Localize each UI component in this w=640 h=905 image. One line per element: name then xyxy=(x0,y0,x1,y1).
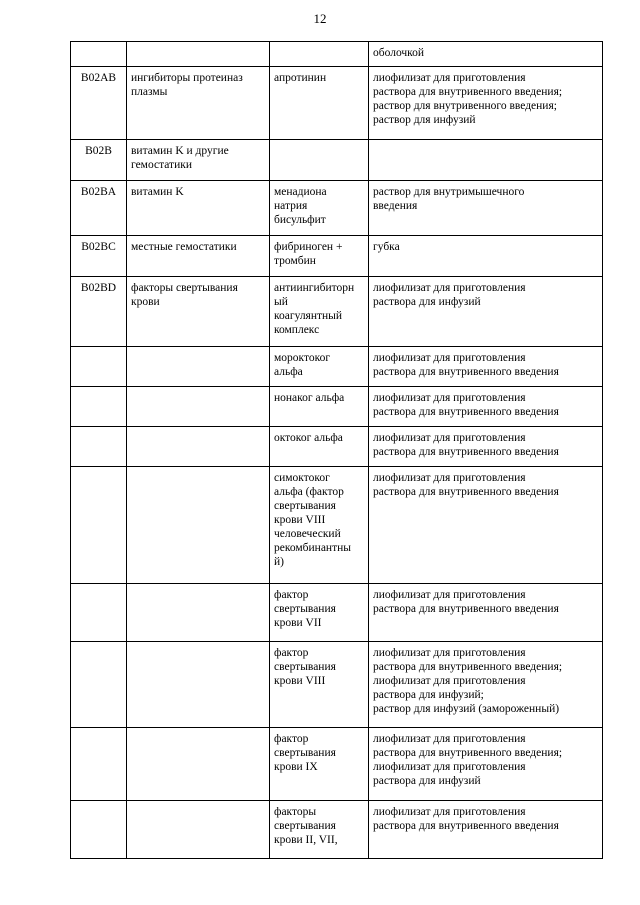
inn-cell: фактор свертывания крови VII xyxy=(270,584,369,642)
dosage-form-cell: лиофилизат для приготовления раствора для внутривенного введения xyxy=(369,467,603,584)
inn-cell xyxy=(270,42,369,67)
atc-code-cell: B02AB xyxy=(71,67,127,140)
group-cell xyxy=(127,584,270,642)
dosage-form-cell: лиофилизат для приготовления раствора для внутривенного введения xyxy=(369,427,603,467)
group-cell: факторы свертывания крови xyxy=(127,277,270,347)
table-row xyxy=(71,801,603,859)
group-cell: местные гемостатики xyxy=(127,236,270,277)
atc-code-cell: B02BA xyxy=(71,181,127,236)
group-cell xyxy=(127,801,270,859)
inn-cell: октоког альфа xyxy=(270,427,369,467)
atc-code-cell xyxy=(71,642,127,728)
atc-code-cell xyxy=(71,728,127,801)
atc-code-cell xyxy=(71,427,127,467)
group-cell xyxy=(127,387,270,427)
group-cell: витамин K и другие гемостатики xyxy=(127,140,270,181)
group-cell xyxy=(127,427,270,467)
group-cell: ингибиторы протеиназ плазмы xyxy=(127,67,270,140)
dosage-form-cell xyxy=(369,140,603,181)
atc-code-cell xyxy=(71,467,127,584)
dosage-form-cell: раствор для внутримышечного введения xyxy=(369,181,603,236)
table-row xyxy=(71,467,603,584)
table-row xyxy=(71,427,603,467)
atc-code-cell xyxy=(71,584,127,642)
table-row xyxy=(71,728,603,801)
group-cell xyxy=(127,42,270,67)
table-row xyxy=(71,584,603,642)
atc-code-cell: B02B xyxy=(71,140,127,181)
dosage-form-cell: лиофилизат для приготовления раствора для внутривенного введения; лиофилизат для приготовления раствора для инфузий xyxy=(369,728,603,801)
inn-cell: мороктоког альфа xyxy=(270,347,369,387)
inn-cell: антиингибиторн ый коагулянтный комплекс xyxy=(270,277,369,347)
atc-code-cell: B02BD xyxy=(71,277,127,347)
dosage-form-cell: оболочкой xyxy=(369,42,603,67)
table-row xyxy=(71,140,603,181)
inn-cell: нонаког альфа xyxy=(270,387,369,427)
inn-cell: фактор свертывания крови VIII xyxy=(270,642,369,728)
dosage-form-cell: лиофилизат для приготовления раствора для внутривенного введения xyxy=(369,347,603,387)
dosage-form-cell: лиофилизат для приготовления раствора для внутривенного введения xyxy=(369,387,603,427)
group-cell: витамин K xyxy=(127,181,270,236)
inn-cell: факторы свертывания крови II, VII, xyxy=(270,801,369,859)
table-row xyxy=(71,387,603,427)
group-cell xyxy=(127,467,270,584)
inn-cell: симоктоког альфа (фактор свертывания крови VIII человеческий рекомбинантны й) xyxy=(270,467,369,584)
atc-code-cell xyxy=(71,801,127,859)
atc-code-cell xyxy=(71,42,127,67)
group-cell xyxy=(127,347,270,387)
table-row xyxy=(71,67,603,140)
group-cell xyxy=(127,728,270,801)
table-row xyxy=(71,277,603,347)
atc-code-cell xyxy=(71,387,127,427)
inn-cell: фибриноген + тромбин xyxy=(270,236,369,277)
dosage-form-cell: лиофилизат для приготовления раствора для инфузий xyxy=(369,277,603,347)
dosage-form-cell: лиофилизат для приготовления раствора для внутривенного введения xyxy=(369,801,603,859)
table-row xyxy=(71,42,603,67)
dosage-form-cell: губка xyxy=(369,236,603,277)
group-cell xyxy=(127,642,270,728)
table-row xyxy=(71,347,603,387)
inn-cell: фактор свертывания крови IX xyxy=(270,728,369,801)
dosage-form-cell: лиофилизат для приготовления раствора для внутривенного введения; лиофилизат для приготовления раствора для инфузий; раствор для инфузий (замороженный) xyxy=(369,642,603,728)
dosage-form-cell: лиофилизат для приготовления раствора для внутривенного введения; раствор для внутривенного введения; раствор для инфузий xyxy=(369,67,603,140)
table-row xyxy=(71,181,603,236)
atc-code-cell xyxy=(71,347,127,387)
dosage-form-cell: лиофилизат для приготовления раствора для внутривенного введения xyxy=(369,584,603,642)
inn-cell: менадиона натрия бисульфит xyxy=(270,181,369,236)
atc-code-cell: B02BC xyxy=(71,236,127,277)
inn-cell: апротинин xyxy=(270,67,369,140)
table-row xyxy=(71,236,603,277)
table-row xyxy=(71,642,603,728)
inn-cell xyxy=(270,140,369,181)
page-number: 12 xyxy=(313,11,327,26)
drug-table xyxy=(70,41,603,859)
